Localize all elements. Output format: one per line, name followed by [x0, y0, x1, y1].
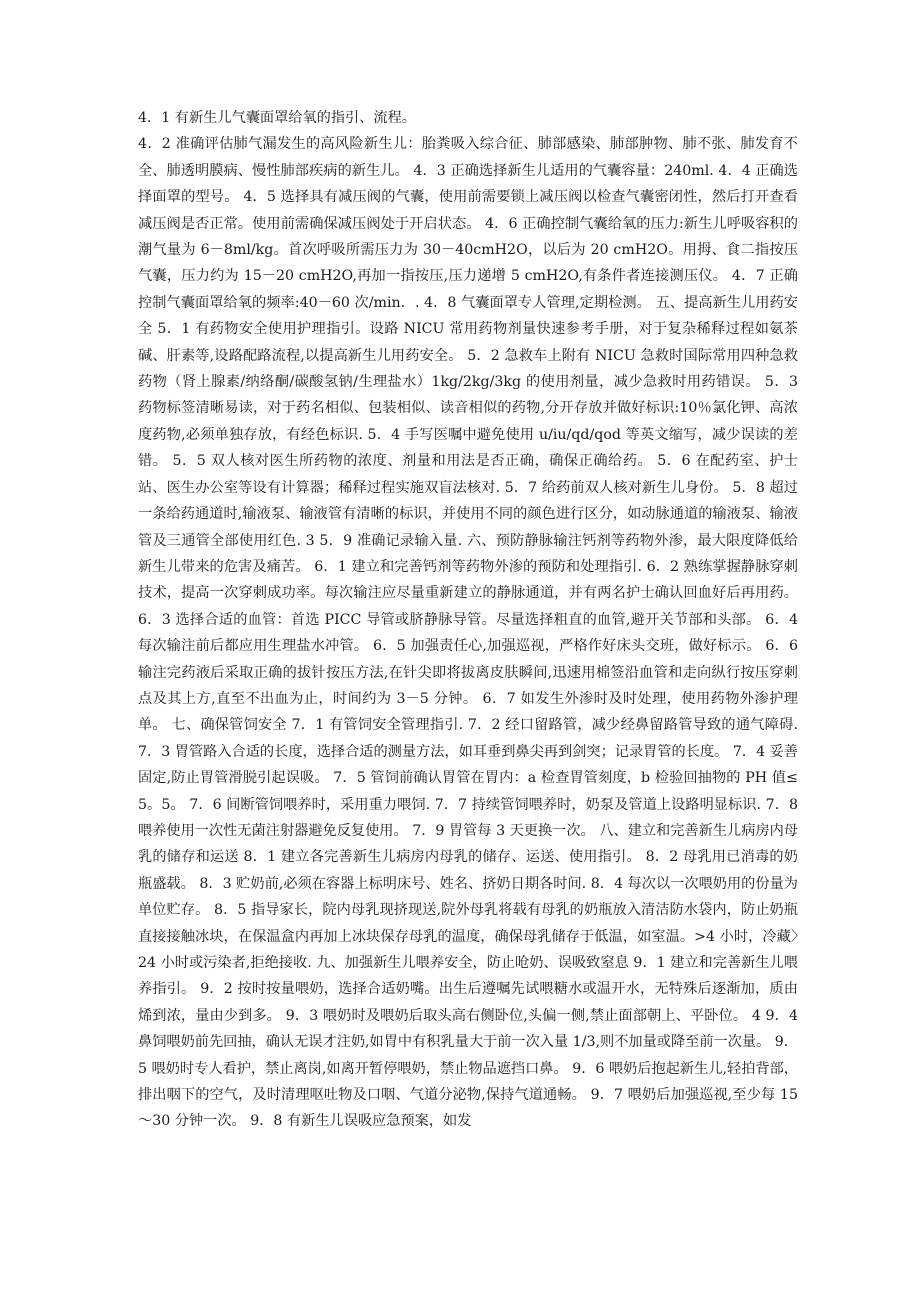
document-page: [138, 105, 798, 1135]
document-first-line: 4．1 有新生儿气囊面罩给氧的指引、流程。: [138, 110, 416, 126]
document-body-text: 4．2 准确评估肺气漏发生的高风险新生儿：胎粪吸入综合征、肺部感染、肺部肿物、肺不张、肺发育不全、肺透明膜病、慢性肺部疾病的新生儿。 4．3 正确选择新生儿适用的气囊容量：240ml. 4．4 正确选择面罩的型号。 4．5 选择具有减压阀的气囊，使用前需要锁上减压阀以检查气囊密闭性，然后打开查看减压阀是否正常。使用前需确保减压阀处于开启状态。 4．6 正确控制气囊给氧的压力:新生儿呼吸容积的潮气量为 6－8ml/kg。首次呼吸所需压力为 30－40cmH2O，以后为 20 cmH2O。用拇、食二指按压气囊，压力约为 15－20 cmH2O,再加一指按压,压力递增 5 cmH2O,有条件者连接测压仪。 4．7 正确控制气囊面罩给氧的频率:40－60 次/min．. 4．8 气囊面罩专人管理,定期检测。 五、提高新生儿用药安全 5．1 有药物安全使用护理指引。设路 NICU 常用药物剂量快速参考手册，对于复杂稀释过程如氨茶碱、肝素等,设路配路流程,以提高新生儿用药安全。 5．2 急救车上附有 NICU 急救时国际常用四种急救药物（肾上腺素/纳络酮/碳酸氢钠/生理盐水）1kg/2kg/3kg 的使用剂量，减少急救时用药错误。 5．3 药物标签清晰易读，对于药名相似、包装相似、读音相似的药物,分开存放并做好标识:10％氯化钾、高浓度药物,必须单独存放，有经色标识. 5．4 手写医嘱中避免使用 u/iu/qd/qod 等英文缩写，减少误读的差错。 5．5 双人核对医生所药物的浓度、剂量和用法是否正确，确保正确给药。 5．6 在配药室、护士站、医生办公室等设有计算器；稀释过程实施双盲法核对. 5．7 给药前双人核对新生儿身份。 5．8 超过一条给药通道时,输液泵、输液管有清晰的标识，并使用不同的颜色进行区分，如动脉通道的输液泵、输液管及三通管全部使用红色. 3 5．9 准确记录输入量. 六、预防静脉输注钙剂等药物外渗，最大限度降低给新生儿带来的危害及痛苦。 6．1 建立和完善钙剂等药物外渗的预防和处理指引. 6．2 熟练掌握静脉穿刺技术，提高一次穿刺成功率。每次输注应尽量重新建立的静脉通道，并有两名护士确认回血好后再用药。 6．3 选择合适的血管：首选 PICC 导管或脐静脉导管。尽量选择粗直的血管,避开关节部和头部。 6．4 每次输注前后都应用生理盐水冲管。 6．5 加强责任心,加强巡视，严格作好床头交班，做好标示。 6．6 输注完药液后采取正确的拔针按压方法,在针尖即将拔离皮肤瞬间,迅速用棉签沿血管和走向纵行按压穿刺点及其上方,直至不出血为止，时间约为 3－5 分钟。 6．7 如发生外渗时及时处理，使用药物外渗护理单。 七、确保管饲安全 7．1 有管饲安全管理指引. 7．2 经口留路管，减少经鼻留路管导致的通气障碍. 7．3 胃管路入合适的长度，选择合适的测量方法，如耳垂到鼻尖再到剑突；记录胃管的长度。 7．4 妥善固定,防止胃管滑脱引起误吸。 7．5 管饲前确认胃管在胃内：a 检查胃管刻度，b 检验回抽物的 PH 值≤5。5。 7．6 间断管饲喂养时，采用重力喂饲. 7．7 持续管饲喂养时，奶泵及管道上设路明显标识. 7．8 喂养使用一次性无菌注射器避免反复使用。 7．9 胃管每 3 天更换一次。 八、建立和完善新生儿病房内母乳的储存和运送 8．1 建立各完善新生儿病房内母乳的储存、运送、使用指引。 8．2 母乳用已消毒的奶瓶盛载。 8．3 贮奶前,必须在容器上标明床号、姓名、挤奶日期各时间. 8．4 每次以一次喂奶用的份量为单位贮存。 8．5 指导家长，院内母乳现挤现送,院外母乳将载有母乳的奶瓶放入清洁防水袋内，防止奶瓶直接接触冰块，在保温盒内再加上冰块保存母乳的温度，确保母乳储存于低温，如室温。>4 小时，冷藏〉24 小时或污染者,拒绝接收. 九、加强新生儿喂养安全，防止呛奶、误吸致窒息 9．1 建立和完善新生儿喂养指引。 9．2 按时按量喂奶，选择合适奶嘴。出生后遵嘱先试喂糖水或温开水，无特殊后逐渐加，质由烯到浓，量由少到多。 9．3 喂奶时及喂奶后取头高右侧卧位,头偏一侧,禁止面部朝上、平卧位。 4 9．4 鼻饲喂奶前先回抽，确认无误才注奶,如胃中有积乳量大于前一次入量 1/3,则不加量或降至前一次量。 9．5 喂奶时专人看护，禁止离岗,如离开暂停喂奶，禁止物品遮挡口鼻。 9．6 喂奶后抱起新生儿,轻拍背部，排出咽下的空气，及时清理呕吐物及口咽、气道分泌物,保持气道通畅。 9．7 喂奶后加强巡视,至少每 15～30 分钟一次。 9．8 有新生儿误吸应急预案，如发: [138, 136, 798, 1130]
